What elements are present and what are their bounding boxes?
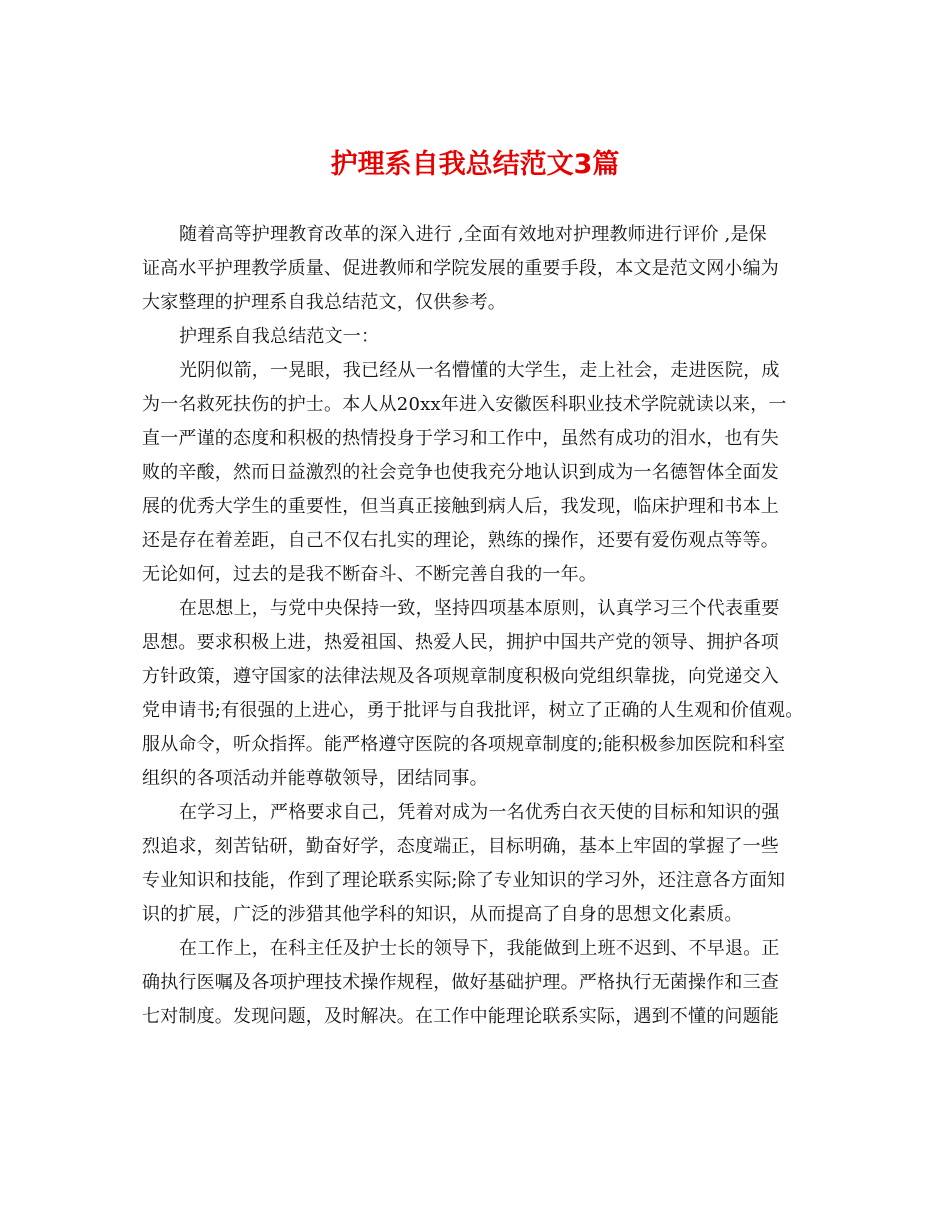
text-line: 专业知识和技能，作到了理论联系实际;除了专业知识的学习外，还注意各方面知 — [142, 870, 786, 891]
text-line: 证高水平护理教学质量、促进教师和学院发展的重要手段，本文是范文网小编为 — [142, 258, 779, 279]
text-line: 展的优秀大学生的重要性，但当真正接触到病人后，我发现，临床护理和书本上 — [142, 496, 779, 517]
text-line: 在思想上，与党中央保持一致，坚持四项基本原则，认真学习三个代表重要 — [179, 598, 780, 619]
text-line: 还是存在着差距，自己不仅右扎实的理论，熟练的操作，还要有爱伤观点等等。 — [142, 530, 779, 551]
text-line: 组织的各项活动并能尊敬领导，团结同事。 — [142, 768, 488, 789]
text-line: 随着高等护理教育改革的深入进行 ,全面有效地对护理教师进行评价 ,是保 — [179, 224, 767, 245]
text-line: 光阴似箭，一晃眼，我已经从一名懵懂的大学生，走上社会，走进医院，成 — [179, 360, 780, 381]
text-line: 败的辛酸，然而日益激烈的社会竞争也使我充分地认识到成为一名德智体全面发 — [142, 462, 779, 483]
text-line: 思想。要求积极上进，热爱祖国、热爱人民，拥护中国共产党的领导、拥护各项 — [142, 632, 779, 653]
section-heading: 护理系自我总结范文一： — [179, 326, 380, 347]
text-line: 方针政策，遵守国家的法律法规及各项规章制度积极向党组织靠拢，向党递交入 — [142, 666, 779, 687]
text-line: 直一严谨的态度和积极的热情投身于学习和工作中，虽然有成功的泪水，也有失 — [142, 428, 779, 449]
text-line: 确执行医嘱及各项护理技术操作规程，做好基础护理。严格执行无菌操作和三查 — [142, 972, 779, 993]
text-line: 大家整理的护理系自我总结范文，仅供参考。 — [142, 292, 506, 313]
text-line: 烈追求，刻苦钻研，勤奋好学，态度端正，目标明确，基本上牢固的掌握了一些 — [142, 836, 779, 857]
text-line: 党申请书;有很强的上进心，勇于批评与自我批评，树立了正确的人生观和价值观。 — [142, 700, 804, 721]
text-line: 七对制度。发现问题，及时解决。在工作中能理论联系实际，遇到不懂的问题能 — [142, 1006, 779, 1027]
document-title: 护理系自我总结范文3篇 — [330, 149, 620, 180]
text-line: 为一名救死扶伤的护士。本人从20xx年进入安徽医科职业技术学院就读以来，一 — [142, 394, 787, 415]
text-line: 无论如何，过去的是我不断奋斗、不断完善自我的一年。 — [142, 564, 597, 585]
text-line: 服从命令，听众指挥。能严格遵守医院的各项规章制度的;能积极参加医院和科室 — [142, 734, 786, 755]
text-line: 识的扩展，广泛的涉猎其他学科的知识，从而提高了自身的思想文化素质。 — [142, 904, 743, 925]
text-line: 在工作上，在科主任及护士长的领导下，我能做到上班不迟到、不早退。正 — [179, 938, 780, 959]
document-body — [142, 218, 822, 1034]
text-line: 在学习上，严格要求自己，凭着对成为一名优秀白衣天使的目标和知识的强 — [179, 802, 780, 823]
